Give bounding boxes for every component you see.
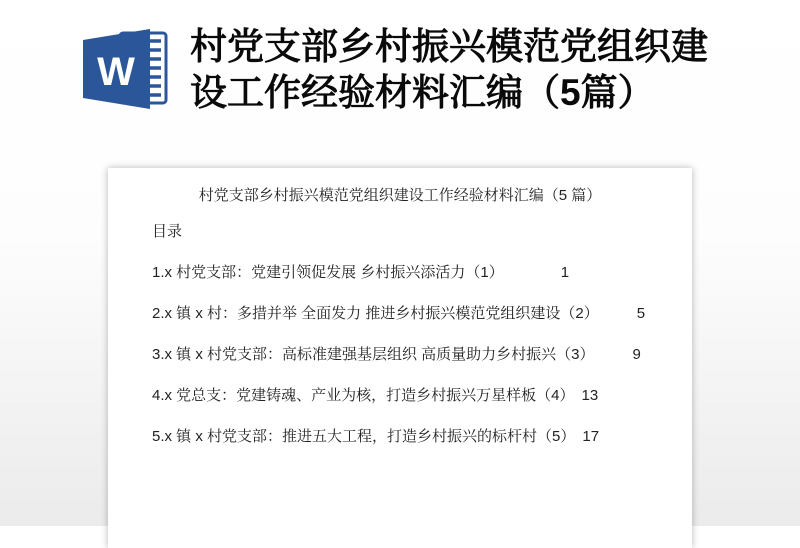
toc-entry-label: 5.x 镇 x 村党支部：推进五大工程，打造乡村振兴的标杆村（5） xyxy=(152,428,576,445)
toc-entry-label: 4.x 党总支：党建铸魂、产业为核，打造乡村振兴万星样板（4） xyxy=(152,387,575,404)
page-title: 村党支部乡村振兴模范党组织建设工作经验材料汇编（5篇） xyxy=(190,26,708,113)
toc-entry xyxy=(152,304,652,324)
toc-entry xyxy=(152,263,652,283)
toc-entry-page-number: 13 xyxy=(581,387,599,404)
toc-entry-label: 3.x 镇 x 村党支部：高标准建强基层组织 高质量助力乡村振兴（3） xyxy=(152,346,595,363)
header xyxy=(0,0,800,140)
toc-entry-gap xyxy=(504,276,561,277)
document-title: 村党支部乡村振兴模范党组织建设工作经验材料汇编（5 篇） xyxy=(198,187,602,204)
toc-entry-gap xyxy=(599,317,637,318)
document-preview[interactable] xyxy=(108,168,692,548)
toc-entry-page-number: 9 xyxy=(632,346,641,363)
toc-entry-page-number: 5 xyxy=(636,305,646,322)
toc-entry xyxy=(152,386,652,406)
toc-heading: 目录 xyxy=(152,223,183,240)
word-icon xyxy=(65,28,170,110)
word-icon-letter: W xyxy=(97,50,135,94)
toc-entry-label: 1.x 村党支部：党建引领促发展 乡村振兴添活力（1） xyxy=(152,264,504,281)
toc-entry xyxy=(152,345,652,365)
toc-entry-gap xyxy=(575,399,582,400)
toc-entry-gap xyxy=(595,358,633,359)
toc-entry xyxy=(152,427,652,447)
toc-entry-label: 2.x 镇 x 村：多措并举 全面发力 推进乡村振兴模范党组织建设（2） xyxy=(152,305,599,322)
toc-entry-page-number: 17 xyxy=(582,428,600,445)
toc-list xyxy=(152,263,652,447)
toc-entry-page-number: 1 xyxy=(560,264,570,281)
